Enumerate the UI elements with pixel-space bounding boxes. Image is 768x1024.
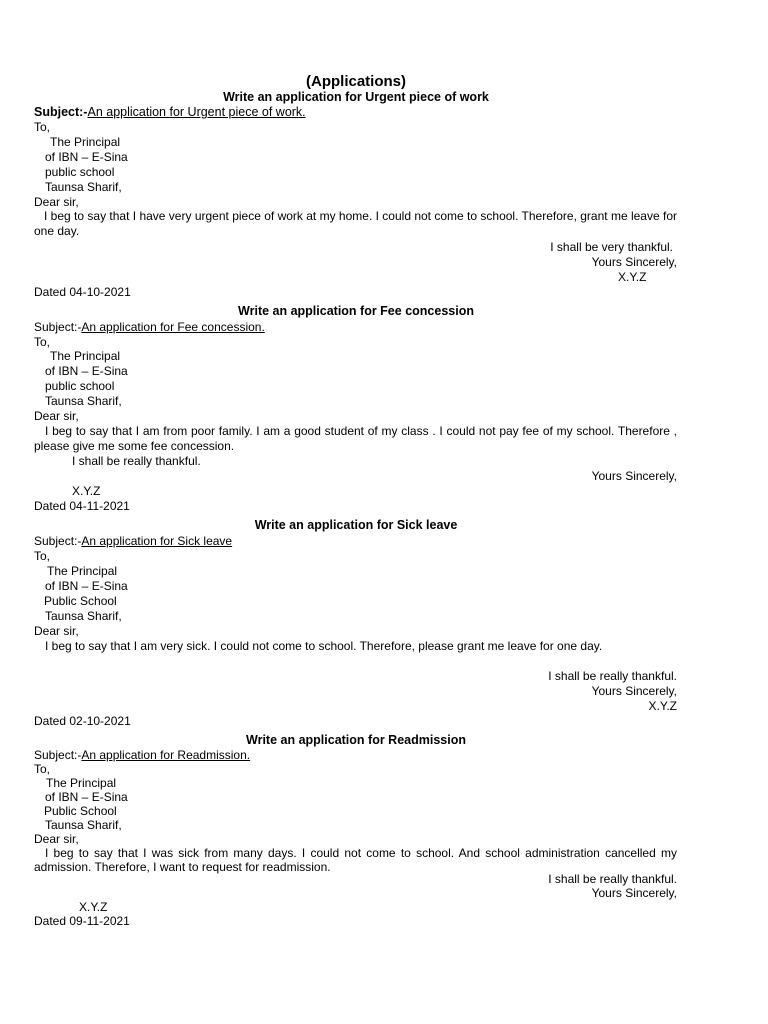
app1-to: To, [34, 120, 51, 134]
app1-date: Dated 04-10-2021 [34, 285, 131, 299]
app4-heading: Write an application for Readmission [246, 733, 466, 747]
app4-body: I beg to say that I was sick from many days. I could not come to school. And school administration cancelled my admission. Therefore, I want to request for readmission. [34, 846, 677, 874]
app3-heading: Write an application for Sick leave [254, 518, 458, 532]
app3-addr3: Public School [44, 594, 117, 608]
app3-subject-text: An application for Sick leave [81, 534, 233, 548]
app3-body: I beg to say that I am very sick. I could not come to school. Therefore, please grant me leave for one day. [45, 639, 603, 653]
app3-addr2: of IBN – E-Sina [45, 579, 128, 593]
app4-addr4: Taunsa Sharif, [45, 818, 122, 832]
app4-addr2: of IBN – E-Sina [45, 790, 128, 804]
app4-closing: Yours Sincerely, [591, 886, 677, 900]
app1-heading: Write an application for Urgent piece of work [223, 90, 489, 104]
app4-subject-prefix: Subject:- [34, 748, 82, 762]
app2-heading: Write an application for Fee concession [238, 304, 474, 318]
app1-body: I beg to say that I have very urgent piece of work at my home. I could not come to school. Therefore, grant me leave for one day. [34, 209, 677, 238]
app2-closing: Yours Sincerely, [591, 469, 677, 483]
app1-closing: Yours Sincerely, [591, 255, 677, 269]
app3-subject-prefix: Subject:- [34, 534, 82, 548]
app1-subject-text: An application for Urgent piece of work. [87, 105, 306, 119]
app3-subject [34, 534, 232, 549]
app1-addr1: The Principal [50, 135, 121, 149]
app2-subject-text: An application for Fee concession. [81, 320, 265, 334]
app4-to: To, [34, 762, 51, 776]
app2-addr1: The Principal [50, 349, 121, 363]
app4-date: Dated 09-11-2021 [34, 914, 130, 928]
app3-addr4: Taunsa Sharif, [45, 609, 122, 623]
app1-thanks: I shall be very thankful. [550, 240, 673, 254]
app4-addr1: The Principal [46, 776, 117, 790]
app2-body: I beg to say that I am from poor family. I am a good student of my class . I could not pay fee of my school. Therefore , please give me some fee concession. [34, 424, 677, 453]
app1-addr4: Taunsa Sharif, [45, 180, 122, 194]
app3-name: X.Y.Z [648, 699, 677, 713]
app4-thanks: I shall be really thankful. [548, 872, 677, 886]
app2-subject [34, 320, 265, 335]
app2-addr3: public school [45, 379, 115, 393]
app2-addr2: of IBN – E-Sina [45, 364, 128, 378]
app2-addr4: Taunsa Sharif, [45, 394, 122, 408]
app4-addr3: Public School [44, 804, 117, 818]
app3-addr1: The Principal [47, 564, 118, 578]
app3-to: To, [34, 549, 51, 563]
app2-thanks: I shall be really thankful. [72, 454, 201, 468]
app4-salutation: Dear sir, [34, 832, 79, 846]
document-title: (Applications) [306, 73, 406, 90]
app3-thanks: I shall be really thankful. [548, 669, 677, 683]
app3-closing: Yours Sincerely, [591, 684, 677, 698]
app1-addr2: of IBN – E-Sina [45, 150, 128, 164]
app4-subject-text: An application for Readmission. [81, 748, 251, 762]
app2-date: Dated 04-11-2021 [34, 499, 130, 513]
app3-date: Dated 02-10-2021 [34, 714, 131, 728]
app3-salutation: Dear sir, [34, 624, 79, 638]
app4-subject [34, 748, 250, 763]
app1-salutation: Dear sir, [34, 195, 79, 209]
app1-subject-prefix: Subject:- [34, 105, 88, 119]
app1-subject [34, 105, 306, 120]
app2-name: X.Y.Z [72, 484, 101, 498]
app2-salutation: Dear sir, [34, 409, 79, 423]
app1-name: X.Y.Z [618, 270, 647, 284]
app4-name: X.Y.Z [79, 900, 108, 914]
app1-addr3: public school [45, 165, 115, 179]
app2-subject-prefix: Subject:- [34, 320, 82, 334]
app2-to: To, [34, 335, 51, 349]
